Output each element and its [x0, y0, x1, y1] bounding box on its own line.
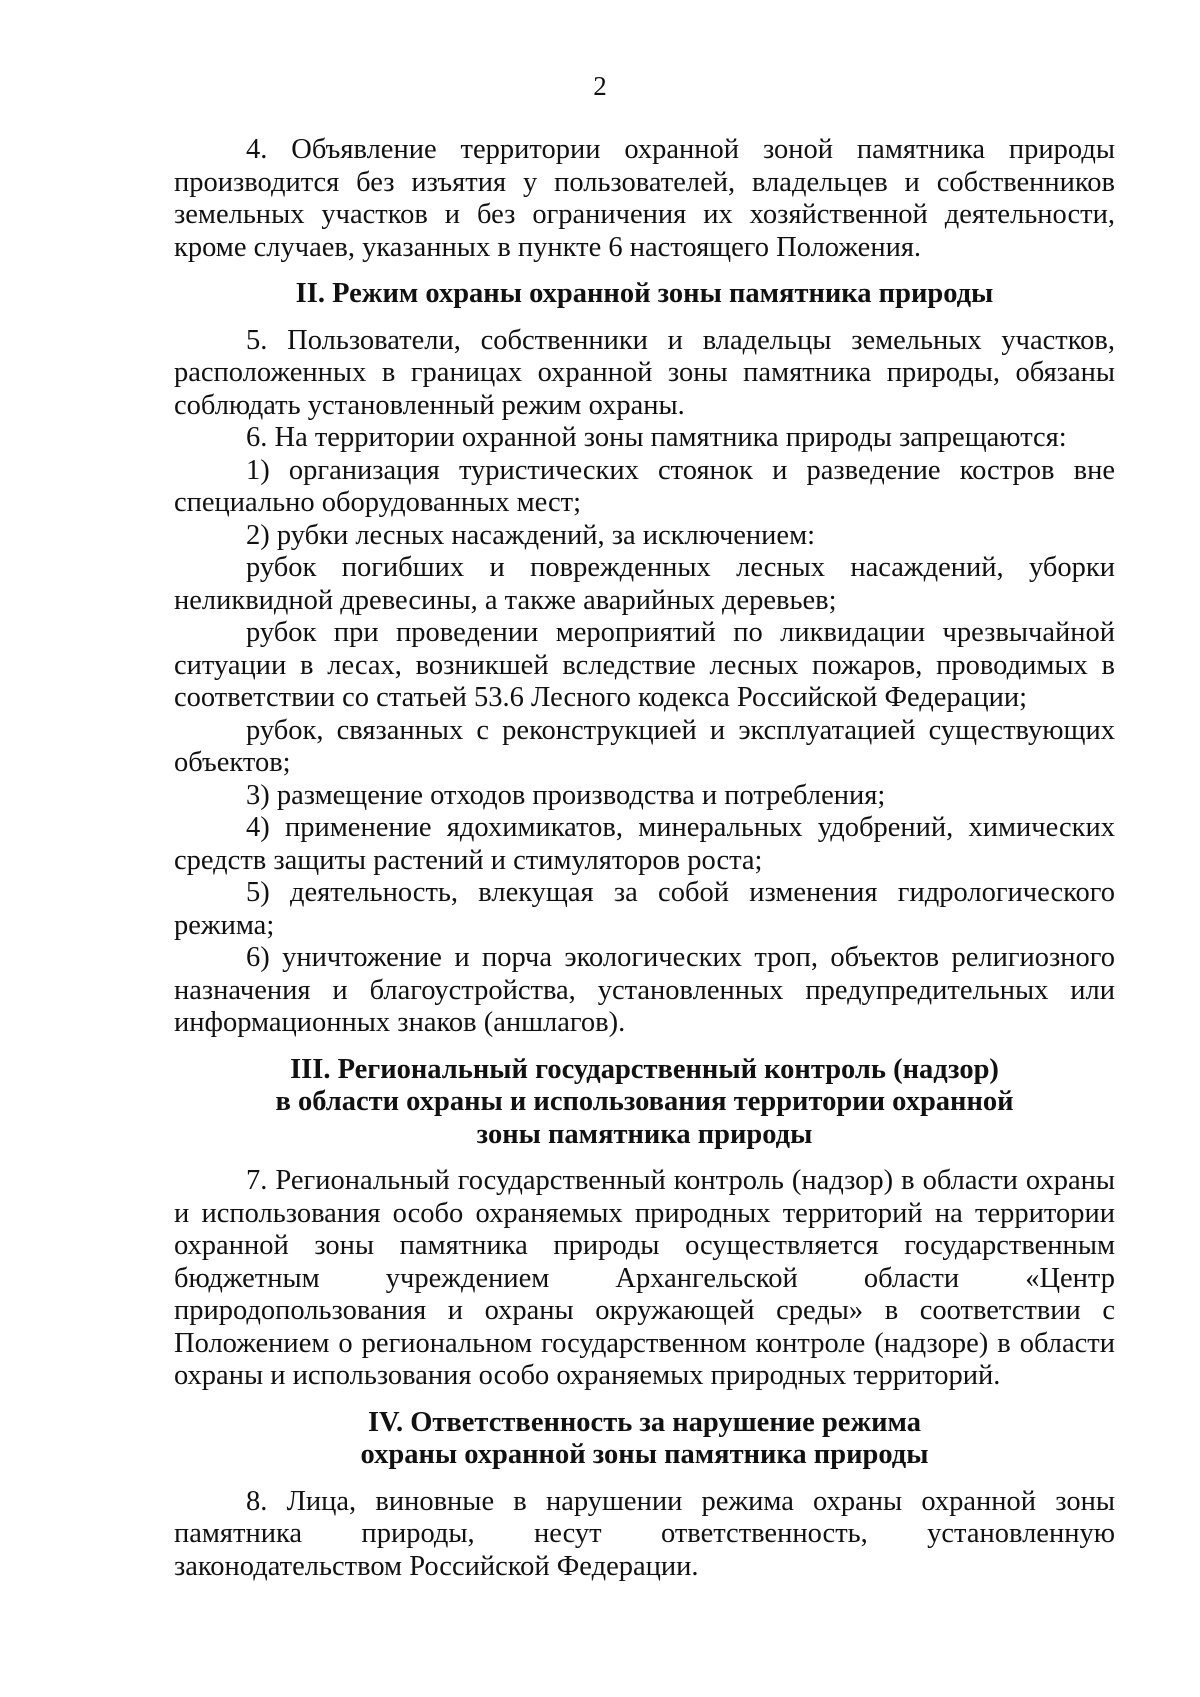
list-subitem-6-2-c: рубок, связанных с реконструкцией и эксплуатацией существующих объектов; [174, 714, 1115, 778]
section-heading-4 [174, 1407, 1115, 1472]
paragraph-4: 4. Объявление территории охранной зоной памятника природы производится без изъятия у пользователей, владельцев и собственников земельных участков и без ограничения их хозяйственной деятельности, кроме случаев, указанных в пункте 6 настоящего Положения. [174, 134, 1115, 263]
section-heading-4-line-2: охраны охранной зоны памятника природы [360, 1439, 929, 1470]
section-heading-3 [174, 1054, 1115, 1152]
list-item-6-4: 4) применение ядохимикатов, минеральных удобрений, химических средств защиты растений и стимуляторов роста; [174, 812, 1115, 876]
section-heading-4-line-1: IV. Ответственность за нарушение режима [367, 1406, 922, 1438]
list-subitem-6-2-b: рубок при проведении мероприятий по ликвидации чрезвычайной ситуации в лесах, возникшей вследствие лесных пожаров, проводимых в соответствии со статьей 53.6 Лесного кодекса Российской Федерации; [174, 617, 1115, 713]
list-subitem-6-2-a: рубок погибших и поврежденных лесных насаждений, уборки неликвидной древесины, а также аварийных деревьев; [174, 552, 1115, 616]
list-item-6-5: 5) деятельность, влекущая за собой изменения гидрологического режима; [174, 877, 1115, 941]
paragraph-6: 6. На территории охранной зоны памятника природы запрещаются: [246, 422, 1067, 453]
list-item-6-1: 1) организация туристических стоянок и разведение костров вне специально оборудованных мест; [174, 454, 1115, 518]
section-heading-2: II. Режим охраны охранной зоны памятника природы [295, 278, 994, 309]
paragraph-7: 7. Региональный государственный контроль (надзор) в области охраны и использования особо охраняемых природных территорий на территории охранной зоны памятника природы осуществляется государственным бюджетным учреждением Архангельской области «Центр природопользования и охраны окружающей среды» в соответствии с Положением о региональном государственном контроле (надзоре) в области охраны и использования особо охраняемых природных территорий. [174, 1165, 1115, 1391]
page-number: 2 [593, 71, 607, 101]
section-heading-3-line-1: III. Региональный государственный контроль (надзор) [290, 1053, 999, 1085]
paragraph-5: 5. Пользователи, собственники и владельцы земельных участков, расположенных в границах охранной зоны памятника природы, обязаны соблюдать установленный режим охраны. [174, 324, 1115, 421]
list-item-6-2: 2) рубки лесных насаждений, за исключением: [246, 519, 816, 551]
document-body [174, 134, 1115, 1583]
list-item-6-6: 6) уничтожение и порча экологических троп, объектов религиозного назначения и благоустройства, установленных предупредительных или информационных знаков (аншлагов). [174, 942, 1115, 1038]
list-item-6-3: 3) размещение отходов производства и потребления; [246, 779, 886, 811]
paragraph-8: 8. Лица, виновные в нарушении режима охраны охранной зоны памятника природы, несут ответственность, установленную законодательством Российской Федерации. [174, 1485, 1115, 1582]
section-heading-3-line-2: в области охраны и использования территории охранной [275, 1086, 1014, 1117]
section-heading-3-line-3: зоны памятника природы [476, 1118, 813, 1150]
